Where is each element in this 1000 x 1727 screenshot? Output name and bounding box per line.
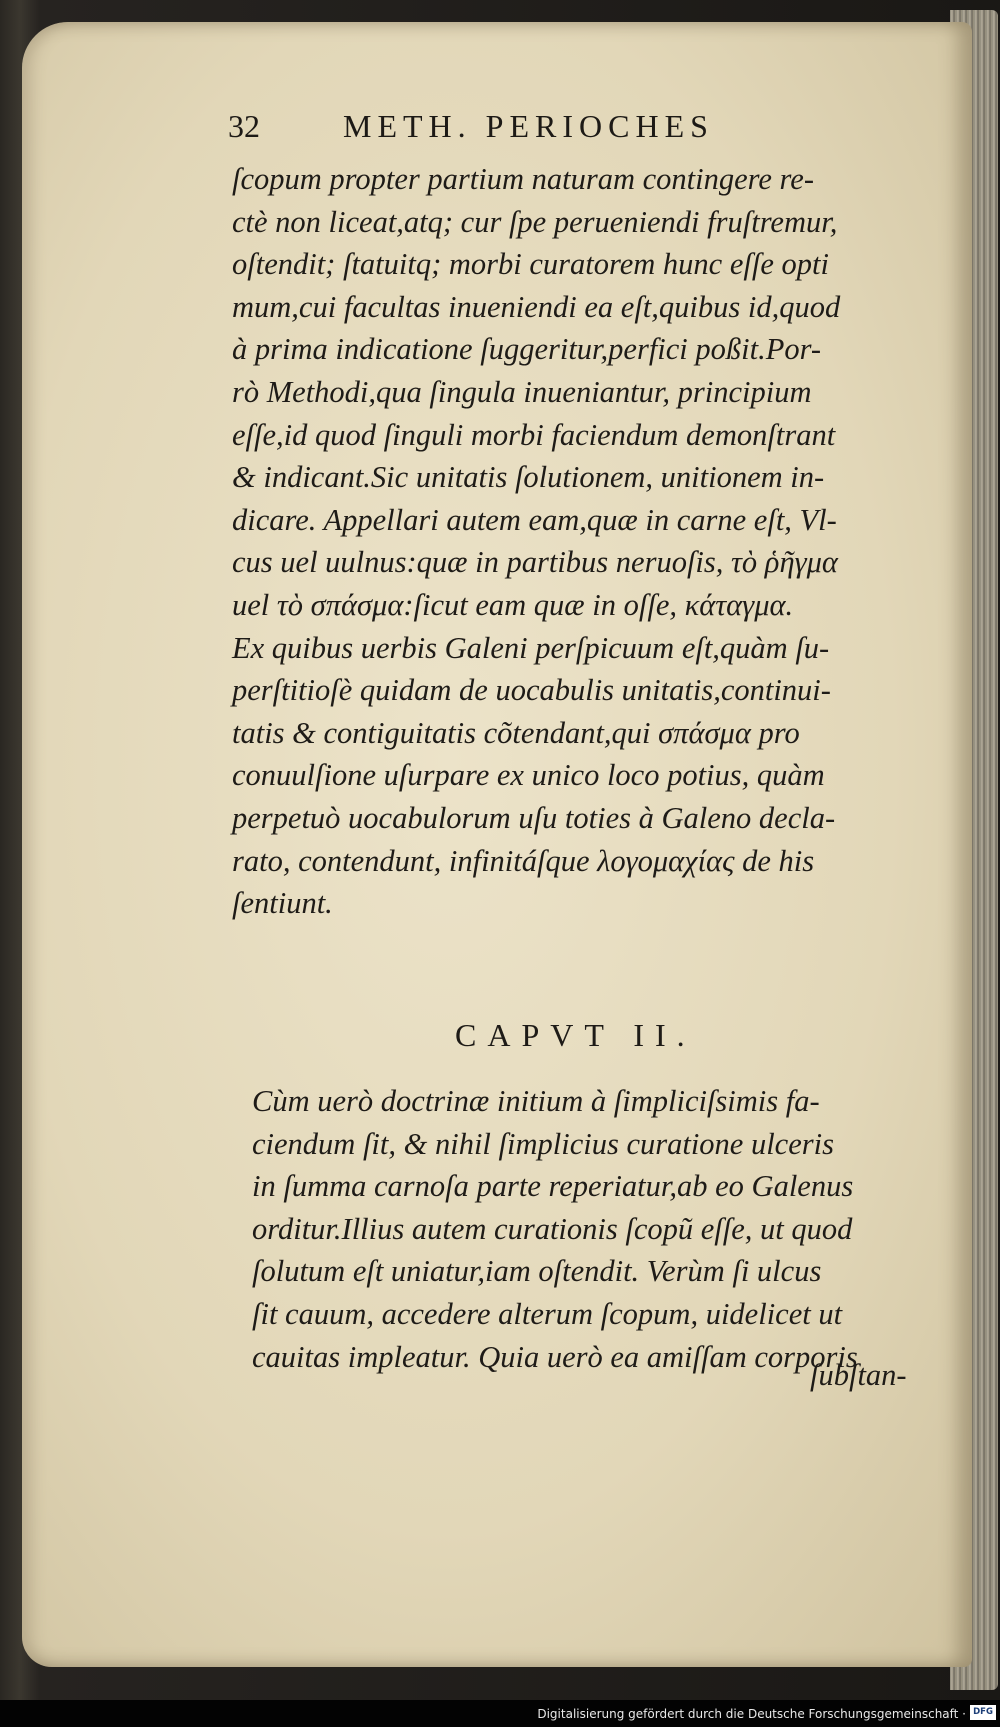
text-line: à prima indicatione ſuggeritur,perfici poßit.Por- xyxy=(232,332,822,367)
page-header xyxy=(228,108,828,158)
text-line: oſtendit; ſtatuitq; morbi curatorem hunc eſſe opti xyxy=(232,247,829,282)
text-line: rato, contendunt, infinitáſque λογομαχίας de his xyxy=(232,843,815,878)
text-line: rò Methodi,qua ſingula inueniantur, principium xyxy=(232,374,812,409)
text-line: ciendum ſit, & nihil ſimplicius curatione ulceris xyxy=(252,1126,834,1161)
text-line: Ex quibus uerbis Galeni perſpicuum eſt,quàm ſu- xyxy=(232,630,830,665)
text-line: perſtitioſè quidam de uocabulis unitatis,continui- xyxy=(232,673,831,708)
text-line: uel τὸ σπάσμα:ſicut eam quæ in oſſe, κάταγμα. xyxy=(232,587,794,622)
text-line: ctè non liceat,atq; cur ſpe perueniendi fruſtremur, xyxy=(232,204,838,239)
page-number: 32 xyxy=(228,108,260,144)
text-line: in ſumma carnoſa parte reperiatur,ab eo Galenus xyxy=(252,1169,854,1204)
text-line: ſolutum eſt uniatur,iam oſtendit. Verùm ſi ulcus xyxy=(252,1254,822,1289)
running-head: METH. PERIOCHES xyxy=(343,108,714,144)
text-line: perpetuò uocabulorum uſu toties à Galeno decla- xyxy=(232,800,836,835)
funding-credit: Digitalisierung gefördert durch die Deutsche Forschungsgemeinschaft · xyxy=(537,1707,966,1721)
dfg-logo: DFG xyxy=(970,1705,996,1720)
text-line: mum,cui facultas inueniendi ea eſt,quibus id,quod xyxy=(232,289,841,324)
text-line: ſentiunt. xyxy=(232,886,333,921)
text-line: orditur.Illius autem curationis ſcopũ eſſe, ut quod xyxy=(252,1211,853,1246)
catchword: ſubſtan- xyxy=(810,1358,907,1392)
text-line: eſſe,id quod ſinguli morbi faciendum demonſtrant xyxy=(232,417,836,452)
chapter-text xyxy=(252,1080,952,1378)
text-line: dicare. Appellari autem eam,quæ in carne eſt, Vl- xyxy=(232,502,837,537)
text-line: cus uel uulnus:quæ in partibus neruoſis, τὸ ῥῆγμα xyxy=(232,545,838,580)
text-line: ſcopum propter partium naturam contingere re- xyxy=(232,162,814,196)
text-line: & indicant.Sic unitatis ſolutionem, unitionem in- xyxy=(232,460,825,495)
text-line: tatis & contiguitatis cõtendant,qui σπάσμα pro xyxy=(232,715,800,750)
chapter-heading: CAPVT II. xyxy=(455,1017,696,1053)
footer-bar xyxy=(0,1700,1000,1727)
text-line: conuulſione uſurpare ex unico loco potius, quàm xyxy=(232,758,825,793)
text-line: ſit cauum, accedere alterum ſcopum, uidelicet ut xyxy=(252,1296,843,1331)
text-line: Cùm uerò doctrinæ initium à ſimpliciſsimis fa- xyxy=(252,1084,820,1118)
text-line: cauitas impleatur. Quia uerò ea amiſſam corporis xyxy=(252,1339,858,1374)
body-text xyxy=(232,158,944,925)
